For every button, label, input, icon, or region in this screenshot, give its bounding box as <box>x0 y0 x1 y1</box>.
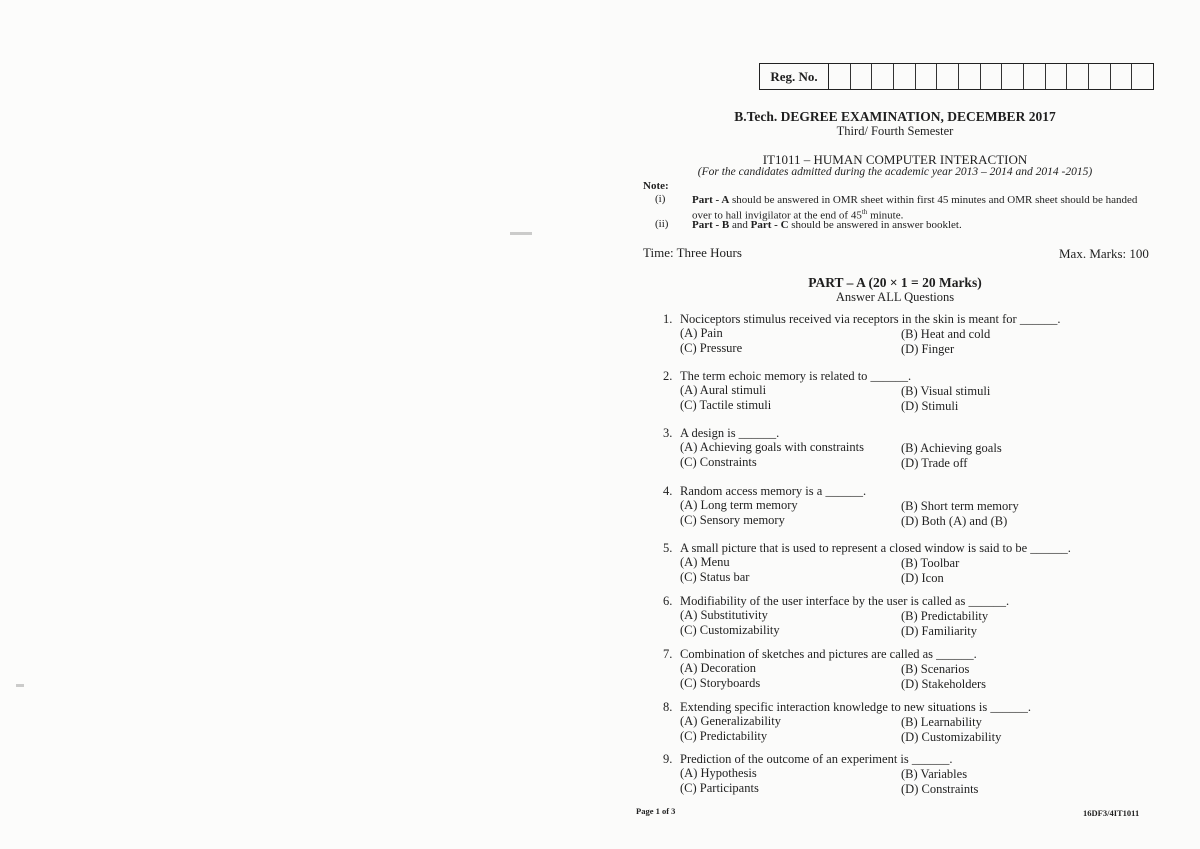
option-c: (C) Storyboards <box>680 676 761 690</box>
option-a: (A) Pain <box>680 326 723 340</box>
note-text-2: Part - B and Part - C should be answered in answer booklet. <box>692 219 962 231</box>
reg-no-cell <box>981 64 1003 89</box>
option-a: (A) Hypothesis <box>680 766 757 780</box>
scan-smudge <box>510 232 532 235</box>
note-text-1a-rest: should be answered in OMR sheet within first 45 minutes and OMR sheet should be handed <box>729 194 1138 206</box>
question-stem: Extending specific interaction knowledge to new situations is ______. <box>680 700 1031 714</box>
option-a: (A) Generalizability <box>680 714 781 728</box>
question-number: 1. <box>663 312 673 326</box>
reg-no-cell <box>1002 64 1024 89</box>
option-d: (D) Icon <box>901 571 944 585</box>
option-a: (A) Decoration <box>680 661 757 675</box>
question-stem: The term echoic memory is related to ______. <box>680 369 912 383</box>
reg-no-cell <box>916 64 938 89</box>
option-b: (B) Scenarios <box>901 662 970 676</box>
note-num-1: (i) <box>655 193 666 205</box>
option-c: (C) Status bar <box>680 570 750 584</box>
question-number: 6. <box>663 594 673 608</box>
question-number: 5. <box>663 541 673 555</box>
question-number: 3. <box>663 426 673 440</box>
option-b: (B) Short term memory <box>901 499 1019 513</box>
part-a-instruction: Answer ALL Questions <box>835 290 955 304</box>
option-b: (B) Visual stimuli <box>901 384 991 398</box>
question-number: 4. <box>663 484 673 498</box>
option-b: (B) Predictability <box>901 609 989 623</box>
option-b: (B) Toolbar <box>901 556 960 570</box>
option-a: (A) Achieving goals with constraints <box>680 440 864 454</box>
option-b: (B) Learnability <box>901 715 982 729</box>
reg-no-cell <box>1024 64 1046 89</box>
page-number: Page 1 of 3 <box>636 806 676 816</box>
option-d: (D) Constraints <box>901 782 979 796</box>
option-a: (A) Menu <box>680 555 730 569</box>
reg-no-cell <box>872 64 894 89</box>
option-a: (A) Long term memory <box>680 498 798 512</box>
question-number: 2. <box>663 369 673 383</box>
option-c: (C) Tactile stimuli <box>680 398 772 412</box>
reg-no-cell <box>1067 64 1089 89</box>
time: Time: Three Hours <box>643 245 742 260</box>
question-stem: A small picture that is used to represent a closed window is said to be ______. <box>680 541 1071 555</box>
reg-no-label: Reg. No. <box>760 64 829 89</box>
option-d: (D) Both (A) and (B) <box>901 514 1008 528</box>
reg-no-cells <box>829 64 1153 89</box>
question-stem: Modifiability of the user interface by the user is called as ______. <box>680 594 1010 608</box>
question-number: 7. <box>663 647 673 661</box>
option-d: (D) Trade off <box>901 456 968 470</box>
reg-no-cell <box>1046 64 1068 89</box>
question-stem: Combination of sketches and pictures are called as ______. <box>680 647 977 661</box>
reg-no-cell <box>894 64 916 89</box>
question-stem: Random access memory is a ______. <box>680 484 867 498</box>
note-text-1b: over to hall invigilator at the end of 45th minute. <box>692 208 904 222</box>
option-c: (C) Pressure <box>680 341 743 355</box>
note-text-1a: Part - A should be answered in OMR sheet within first 45 minutes and OMR sheet should be handed <box>692 194 1138 206</box>
reg-no-cell <box>1111 64 1133 89</box>
note-heading: Note: <box>643 180 669 192</box>
reg-no-cell <box>851 64 873 89</box>
option-a: (A) Substitutivity <box>680 608 768 622</box>
option-b: (B) Variables <box>901 767 968 781</box>
option-b: (B) Achieving goals <box>901 441 1002 455</box>
option-d: (D) Stimuli <box>901 399 959 413</box>
question-number: 8. <box>663 700 673 714</box>
candidates-note: (For the candidates admitted during the academic year 2013 – 2014 and 2014 -2015) <box>697 166 1093 178</box>
option-c: (C) Participants <box>680 781 759 795</box>
option-d: (D) Finger <box>901 342 955 356</box>
option-d: (D) Customizability <box>901 730 1002 744</box>
scan-smudge <box>16 684 24 687</box>
question-number: 9. <box>663 752 673 766</box>
reg-no-cell <box>829 64 851 89</box>
question-stem: Nociceptors stimulus received via receptors in the skin is meant for ______. <box>680 312 1061 326</box>
max-marks: Max. Marks: 100 <box>1059 246 1149 261</box>
option-c: (C) Constraints <box>680 455 757 469</box>
question-stem: A design is ______. <box>680 426 780 440</box>
option-d: (D) Familiarity <box>901 624 978 638</box>
note-num-2: (ii) <box>655 218 669 230</box>
option-c: (C) Customizability <box>680 623 780 637</box>
part-a-title: PART – A (20 × 1 = 20 Marks) <box>808 275 982 290</box>
reg-no-box <box>759 63 1154 90</box>
question-stem: Prediction of the outcome of an experiment is ______. <box>680 752 953 766</box>
paper-code: 16DF3/4IT1011 <box>1083 808 1140 818</box>
course-title: IT1011 – HUMAN COMPUTER INTERACTION <box>762 152 1028 167</box>
semester: Third/ Fourth Semester <box>836 124 954 138</box>
reg-no-cell <box>1089 64 1111 89</box>
option-c: (C) Predictability <box>680 729 768 743</box>
option-c: (C) Sensory memory <box>680 513 785 527</box>
exam-title: B.Tech. DEGREE EXAMINATION, DECEMBER 2017 <box>734 109 1056 124</box>
reg-no-cell <box>959 64 981 89</box>
reg-no-cell <box>937 64 959 89</box>
option-b: (B) Heat and cold <box>901 327 991 341</box>
option-a: (A) Aural stimuli <box>680 383 767 397</box>
reg-no-cell <box>1132 64 1153 89</box>
option-d: (D) Stakeholders <box>901 677 987 691</box>
